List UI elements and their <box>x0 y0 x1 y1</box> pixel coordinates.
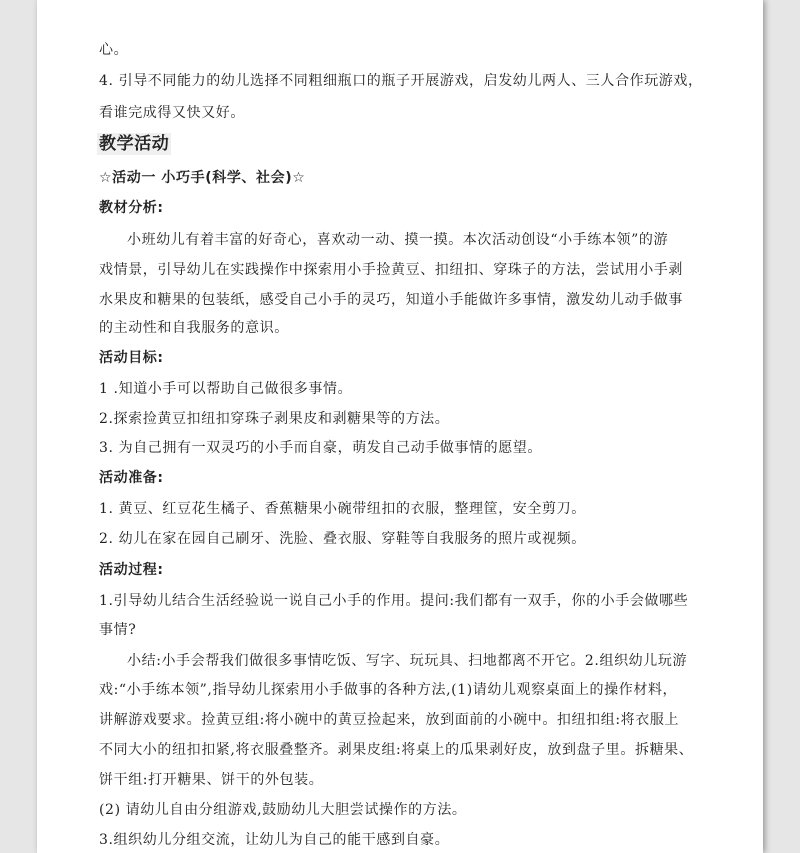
prep-item: 2. 幼儿在家在园自己刷牙、洗脸、叠衣服、穿鞋等自我服务的照片或视频。 <box>99 531 586 547</box>
text-line: 心。 <box>99 42 129 58</box>
goal-item: 3. 为自己拥有一双灵巧的小手而自豪，萌发自己动手做事情的愿望。 <box>99 440 543 456</box>
text-line: 4. 引导不同能力的幼儿选择不同粗细瓶口的瓶子开展游戏，启发幼儿两人、三人合作玩游戏， <box>99 73 703 89</box>
process-line: (2) 请幼儿自由分组游戏,鼓励幼儿大胆尝试操作的方法。 <box>99 802 467 818</box>
process-line: 戏:“小手练本领”,指导幼儿探索用小手做事的各种方法,(1)请幼儿观察桌面上的操作材料， <box>99 682 678 698</box>
process-line: 讲解游戏要求。捡黄豆组:将小碗中的黄豆捡起来，放到面前的小碗中。扣纽扣组:将衣服上 <box>99 712 680 728</box>
paragraph-line: 的主动性和自我服务的意识。 <box>99 320 289 336</box>
process-line: 1.引导幼儿结合生活经验说一说自己小手的作用。提问:我们都有一双手，你的小手会做哪些 <box>99 593 689 609</box>
goals-heading: 活动目标: <box>99 350 164 366</box>
text-line: 看谁完成得又快又好。 <box>99 105 245 121</box>
prep-heading: 活动准备: <box>99 470 164 486</box>
process-line: 3.组织幼儿分组交流，让幼儿为自己的能干感到自豪。 <box>99 832 450 848</box>
paragraph-line: 水果皮和糖果的包装纸，感受自己小手的灵巧，知道小手能做许多事情，激发幼儿动手做事 <box>99 292 683 308</box>
prep-item: 1. 黄豆、红豆花生橘子、香蕉糖果小碗带纽扣的衣服，整理筐，安全剪刀。 <box>99 501 586 517</box>
material-heading: 教材分析: <box>99 200 164 216</box>
process-heading: 活动过程: <box>99 562 164 578</box>
paragraph-line: 戏情景，引导幼儿在实践操作中探索用小手捡黄豆、扣纽扣、穿珠子的方法，尝试用小手剥 <box>99 262 683 278</box>
process-line: 小结:小手会帮我们做很多事情吃饭、写字、玩玩具、扫地都离不开它。2.组织幼儿玩游 <box>127 653 688 669</box>
document-page <box>37 0 763 853</box>
activity-title: ☆活动一 小巧手(科学、社会)☆ <box>99 170 306 186</box>
process-line: 饼干组:打开糖果、饼干的外包装。 <box>99 772 324 788</box>
section-title: 教学活动 <box>99 134 170 154</box>
process-line: 事情? <box>99 622 137 638</box>
process-line: 不同大小的纽扣扣紧,将衣服叠整齐。剥果皮组:将桌上的瓜果剥好皮，放到盘子里。拆糖果、 <box>99 742 694 758</box>
goal-item: 2.探索捡黄豆扣纽扣穿珠子剥果皮和剥糖果等的方法。 <box>99 411 450 427</box>
paragraph-line: 小班幼儿有着丰富的好奇心，喜欢动一动、摸一摸。本次活动创设“小手练本领”的游 <box>127 232 669 248</box>
goal-item: 1 .知道小手可以帮助自己做很多事情。 <box>99 381 353 397</box>
